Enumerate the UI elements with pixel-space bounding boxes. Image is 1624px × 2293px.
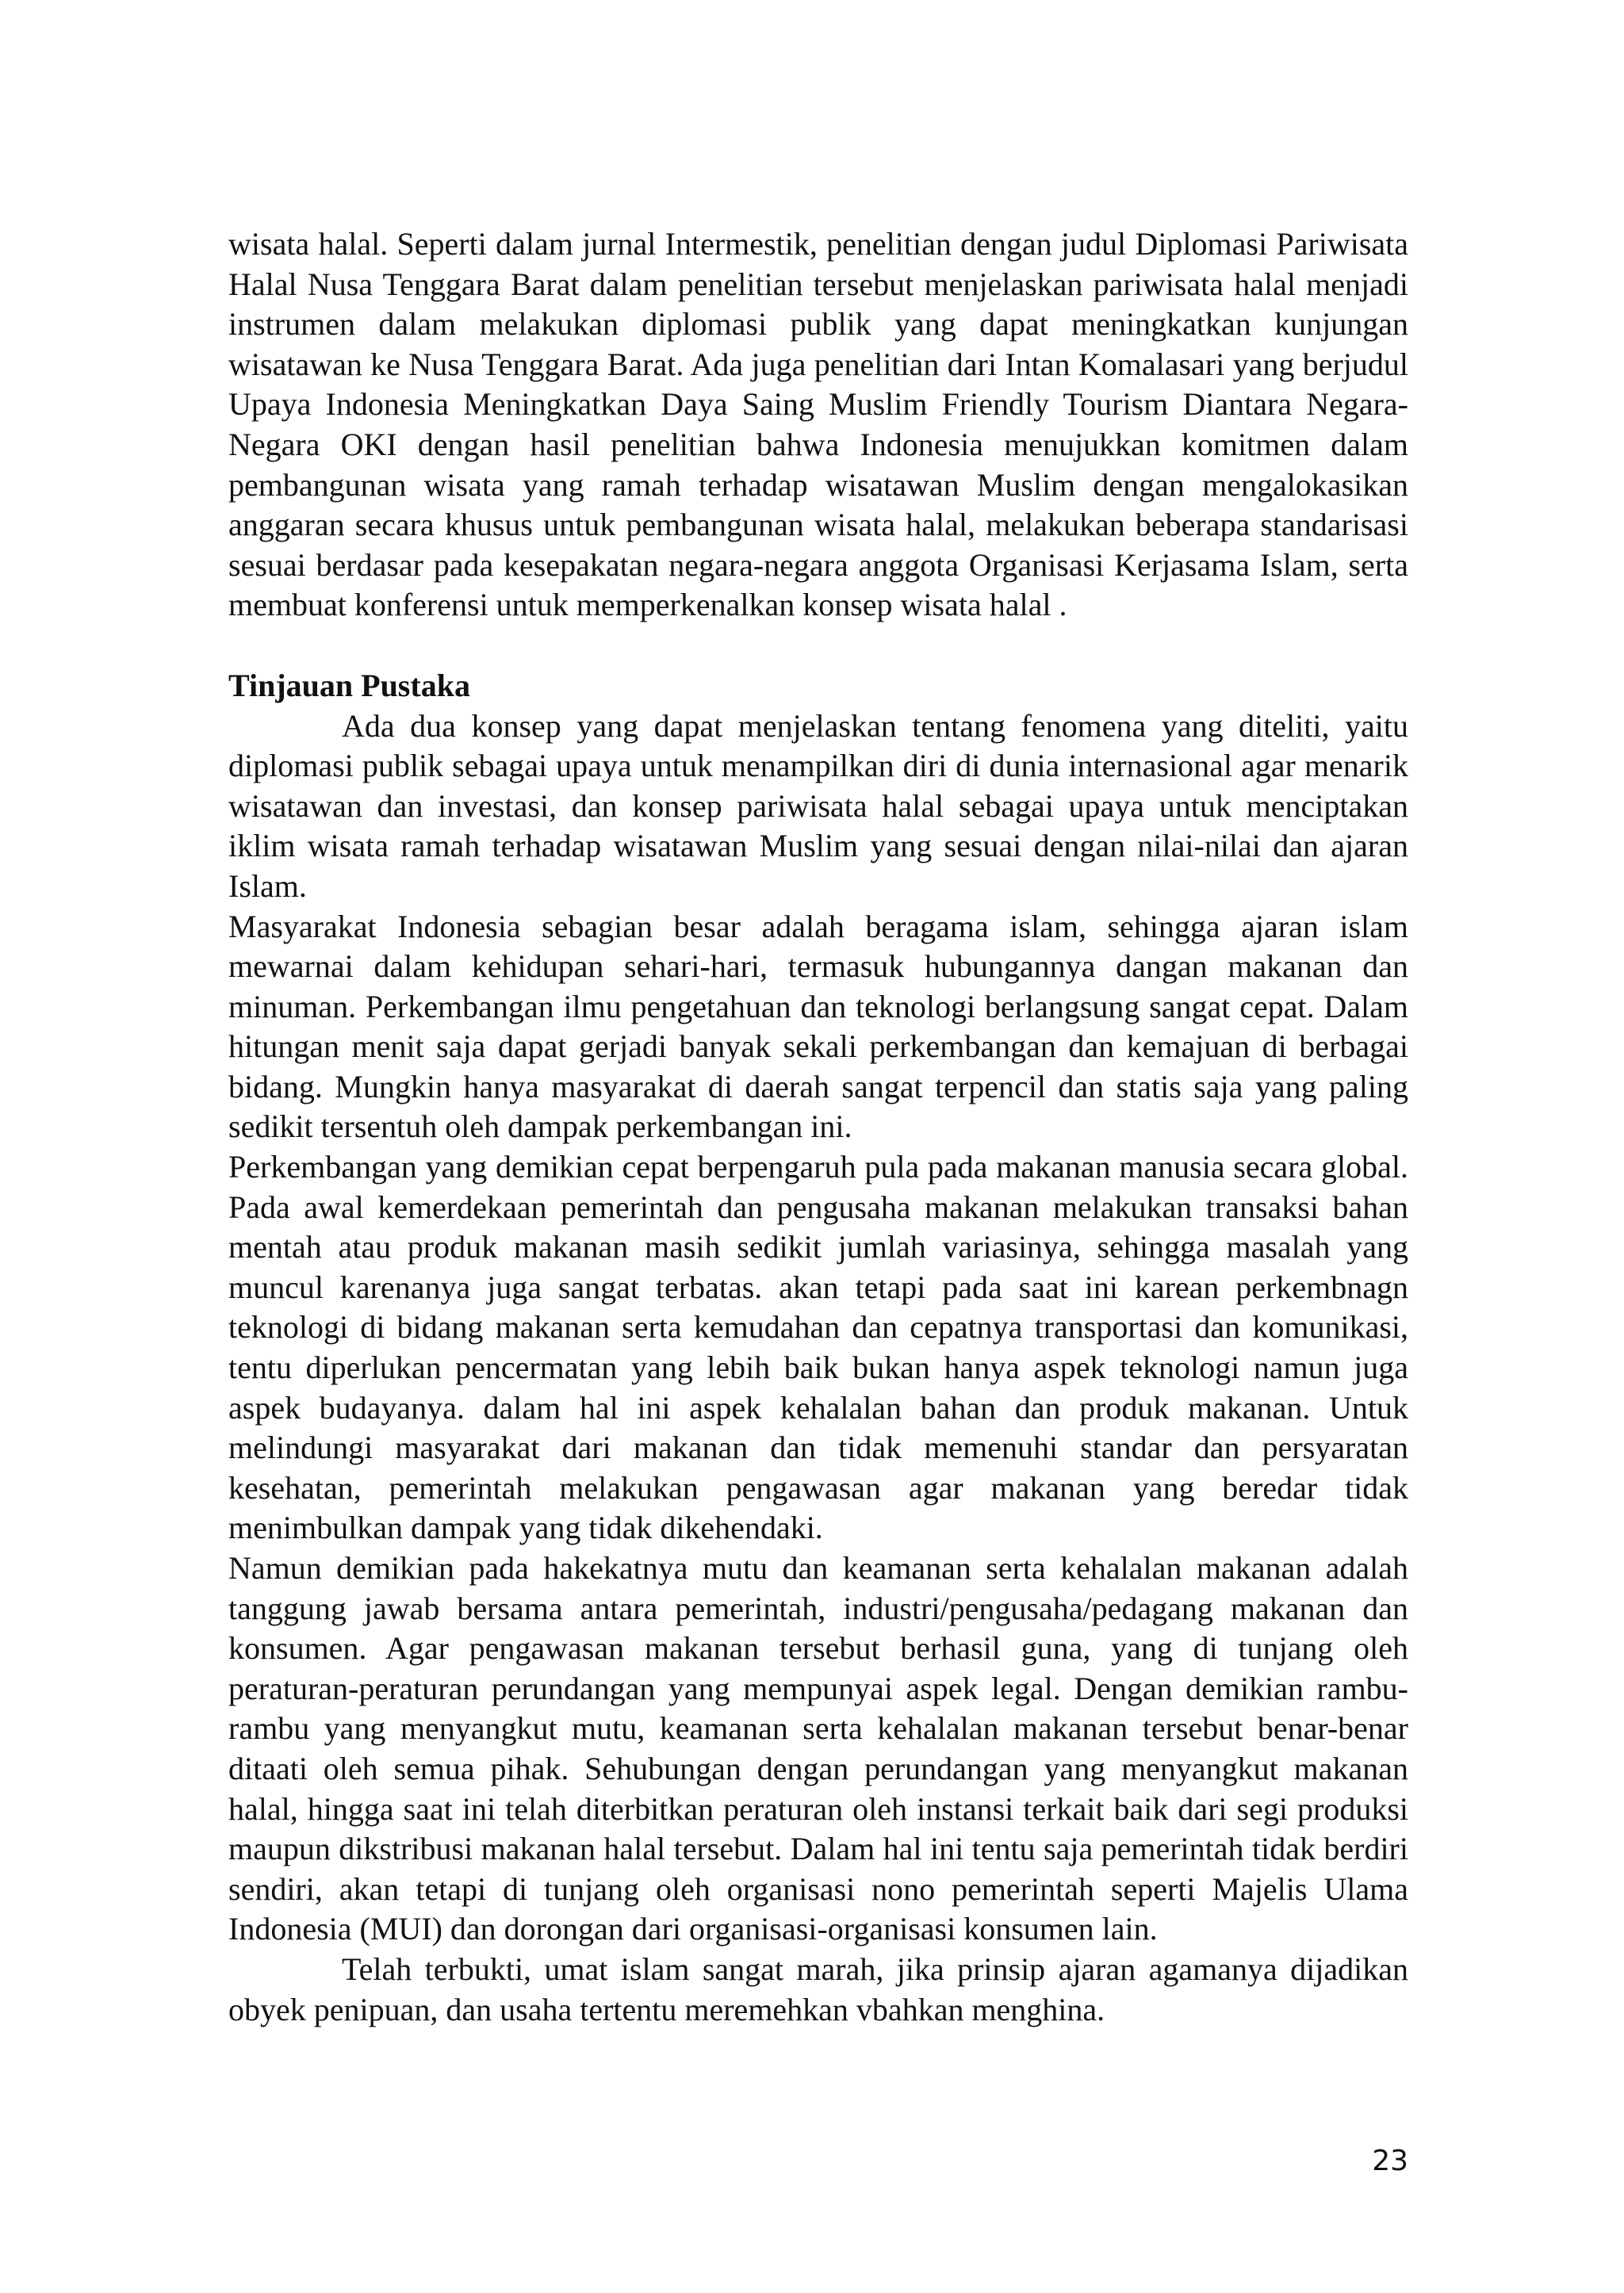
intro-paragraph: wisata halal. Seperti dalam jurnal Intermestik, penelitian dengan judul Diplomasi Pariwisata Halal Nusa Tenggara Barat dalam penelitian tersebut menjelaskan pariwisata halal menjadi instrumen dalam melakukan diplomasi publik yang dapat meningkatkan kunjungan wisatawan ke Nusa Tenggara Barat. Ada juga penelitian dari Intan Komalasari yang berjudul Upaya Indonesia Meningkatkan Daya Saing Muslim Friendly Tourism Diantara Negara-Negara OKI dengan hasil penelitian bahwa Indonesia menujukkan komitmen dalam pembangunan wisata yang ramah terhadap wisatawan Muslim dengan mengalokasikan anggaran secara khusus untuk pembangunan wisata halal, melakukan beberapa standarisasi sesuai berdasar pada kesepakatan negara-negara anggota Organisasi Kerjasama Islam, serta membuat konferensi untuk memperkenalkan konsep wisata halal . [228, 226, 1408, 623]
paragraph-responsibility: Namun demikian pada hakekatnya mutu dan keamanan serta kehalalan makanan adalah tanggung jawab bersama antara pemerintah, industri/pengusaha/pedagang makanan dan konsumen. Agar pengawasan makanan tersebut berhasil guna, yang di tunjang oleh peraturan-peraturan perundangan yang mempunyai aspek legal. Dengan demikian rambu-rambu yang menyangkut mutu, keamanan serta kehalalan makanan tersebut benar-benar ditaati oleh semua pihak. Sehubungan dengan perundangan yang menyangkut makanan halal, hingga saat ini telah diterbitkan peraturan oleh instansi terkait baik dari segi produksi maupun dikstribusi makanan halal tersebut. Dalam hal ini tentu saja pemerintah tidak berdiri sendiri, akan tetapi di tunjang oleh organisasi nono pemerintah seperti Majelis Ulama Indonesia (MUI) dan dorongan dari organisasi-organisasi konsumen lain. [228, 1550, 1408, 1947]
paragraph-proven: Telah terbukti, umat islam sangat marah, jika prinsip ajaran agamanya dijadikan obyek penipuan, dan usaha tertentu meremehkan vbahkan menghina. [228, 1950, 1408, 2027]
body-text [228, 224, 1408, 2030]
section-heading: Tinjauan Pustaka [228, 667, 470, 703]
page-number: 23 [1372, 2145, 1408, 2177]
paragraph-society: Masyarakat Indonesia sebagian besar adalah beragama islam, sehingga ajaran islam mewarnai dalam kehidupan sehari-hari, termasuk hubungannya dangan makanan dan minuman. Perkembangan ilmu pengetahuan dan teknologi berlangsung sangat cepat. Dalam hitungan menit saja dapat gerjadi banyak sekali perkembangan dan kemajuan di berbagai bidang. Mungkin hanya masyarakat di daerah sangat terpencil dan statis saja yang paling sedikit tersentuh oleh dampak perkembangan ini. [228, 908, 1408, 1145]
paragraph-development: Perkembangan yang demikian cepat berpengaruh pula pada makanan manusia secara global. Pada awal kemerdekaan pemerintah dan pengusaha makanan melakukan transaksi bahan mentah atau produk makanan masih sedikit jumlah variasinya, sehingga masalah yang muncul karenanya juga sangat terbatas. akan tetapi pada saat ini karean perkembnagn teknologi di bidang makanan serta kemudahan dan cepatnya transportasi dan komunikasi, tentu diperlukan pencermatan yang lebih baik bukan hanya aspek teknologi namun juga aspek budayanya. dalam hal ini aspek kehalalan bahan dan produk makanan. Untuk melindungi masyarakat dari makanan dan tidak memenuhi standar dan persyaratan kesehatan, pemerintah melakukan pengawasan agar makanan yang beredar tidak menimbulkan dampak yang tidak dikehendaki. [228, 1149, 1408, 1546]
paragraph-concepts: Ada dua konsep yang dapat menjelaskan tentang fenomena yang diteliti, yaitu diplomasi publik sebagai upaya untuk menampilkan diri di dunia internasional agar menarik wisatawan dan investasi, dan konsep pariwisata halal sebagai upaya untuk menciptakan iklim wisata ramah terhadap wisatawan Muslim yang sesuai dengan nilai-nilai dan ajaran Islam. [228, 707, 1408, 904]
